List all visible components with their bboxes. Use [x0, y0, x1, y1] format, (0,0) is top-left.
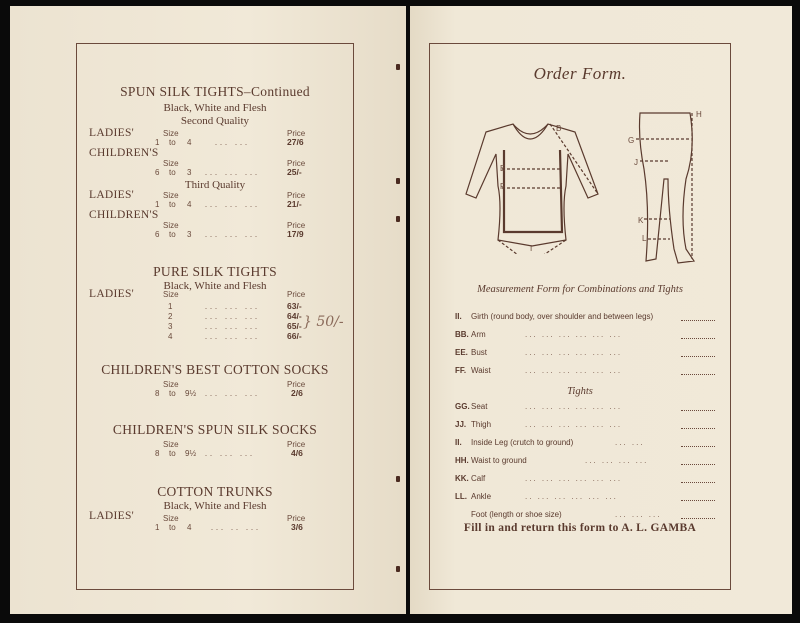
measure-entry-line[interactable] [681, 320, 715, 321]
measure-label: Arm [471, 330, 486, 339]
price-value: 17/9 [287, 229, 304, 239]
measure-label: Inside Leg (crutch to ground) [471, 438, 574, 447]
size-end: 3 [187, 230, 192, 239]
figure-label-j: J [634, 158, 638, 167]
measure-row-seat [455, 402, 715, 414]
price-header: Price [287, 514, 306, 523]
measure-entry-line[interactable] [681, 428, 715, 429]
size-end: 4 [187, 138, 192, 147]
size-to: to [169, 230, 176, 239]
figure-label-i: I [530, 244, 533, 253]
measure-row-waist [455, 366, 715, 378]
leader-dots: ... ... ... ... ... ... [525, 420, 623, 429]
measure-code: II. [455, 438, 462, 447]
figure-label-l: L [642, 234, 647, 243]
spun-ladies-label-2: LADIES' [89, 189, 135, 201]
measure-label: Calf [471, 474, 486, 483]
size-header: Size [163, 290, 179, 299]
price-header: Price [287, 290, 306, 299]
size-header: Size [163, 380, 179, 389]
size-header: Size [163, 159, 179, 168]
silk-socks-title: CHILDREN'S SPUN SILK SOCKS [112, 422, 318, 437]
leader-dots: ... ... ... [205, 312, 260, 321]
leader-dots: ... ... ... ... [585, 456, 649, 465]
measure-row-foot [455, 510, 715, 522]
leader-dots: ... ... ... [205, 322, 260, 331]
left-page-frame [76, 43, 354, 590]
leader-dots: ... ... ... ... ... ... [525, 330, 623, 339]
measure-entry-line[interactable] [681, 356, 715, 357]
size-from: 1 [155, 200, 160, 209]
spun-silk-title: SPUN SILK TIGHTS–Continued [120, 84, 310, 99]
price-value: 27/6 [287, 137, 304, 147]
binding-staple [396, 476, 400, 482]
measure-label: Seat [471, 402, 488, 411]
size-from: 1 [155, 523, 160, 532]
price-value: 64/- [287, 311, 302, 321]
combination-garment-figure [458, 114, 608, 254]
size-end: 4 [187, 523, 192, 532]
spun-ladies-label-1: LADIES' [89, 127, 135, 139]
cotton-socks-title: CHILDREN'S BEST COTTON SOCKS [101, 362, 329, 377]
spun-colors: Black, White and Flesh [163, 102, 267, 114]
leader-dots: ... ... ... ... ... ... [525, 402, 623, 411]
pure-silk-title: PURE SILK TIGHTS [153, 264, 277, 279]
size-end: 9½ [185, 389, 197, 398]
size-value: 3 [168, 322, 173, 331]
measure-entry-line[interactable] [681, 518, 715, 519]
leader-dots: .. ... ... ... ... ... [525, 492, 618, 501]
measure-entry-line[interactable] [681, 500, 715, 501]
spun-third-quality: Third Quality [184, 179, 246, 191]
size-to: to [169, 168, 176, 177]
price-value: 4/6 [291, 448, 303, 458]
spun-childrens-label-2: CHILDREN'S [89, 209, 159, 221]
right-page [410, 6, 792, 614]
measure-row-calf [455, 474, 715, 486]
leader-dots: ... ... ... [205, 168, 260, 177]
price-value: 66/- [287, 331, 302, 341]
size-value: 1 [168, 302, 173, 311]
measure-row-bust [455, 348, 715, 360]
measure-code: LL. [455, 492, 467, 501]
measure-row-inside-leg [455, 438, 715, 450]
leader-dots: ... ... [215, 138, 250, 147]
measure-entry-line[interactable] [681, 482, 715, 483]
size-value: 2 [168, 312, 173, 321]
size-from: 1 [155, 138, 160, 147]
measure-code: EE. [455, 348, 468, 357]
right-page-frame [429, 43, 731, 590]
return-instruction: Fill in and return this form to A. L. GAMBA [463, 522, 697, 534]
measure-row-thigh [455, 420, 715, 432]
measure-entry-line[interactable] [681, 338, 715, 339]
trunks-ladies-label: LADIES' [89, 510, 135, 522]
price-header: Price [287, 440, 306, 449]
leader-dots: ... ... ... [205, 389, 260, 398]
size-header: Size [163, 440, 179, 449]
size-header: Size [163, 221, 179, 230]
measure-code: JJ. [455, 420, 467, 429]
price-header: Price [287, 129, 306, 138]
measure-entry-line[interactable] [681, 410, 715, 411]
price-value: 21/- [287, 199, 302, 209]
price-header: Price [287, 159, 306, 168]
price-header: Price [287, 191, 306, 200]
figure-label-b: B [556, 124, 562, 133]
price-value: 25/- [287, 167, 302, 177]
price-header: Price [287, 380, 306, 389]
trunks-colors: Black, White and Flesh [163, 500, 267, 512]
figure-label-k: K [638, 216, 644, 225]
price-header: Price [287, 221, 306, 230]
measurement-heading: Measurement Form for Combinations and Tights [477, 284, 683, 295]
handwritten-annotation: } 50/- [303, 314, 344, 330]
binding-staple [396, 216, 400, 222]
measure-entry-line[interactable] [681, 446, 715, 447]
measure-entry-line[interactable] [681, 464, 715, 465]
price-value: 3/6 [291, 522, 303, 532]
binding-staple [396, 566, 400, 572]
leader-dots: ... ... ... ... ... ... [525, 366, 623, 375]
size-to: to [169, 523, 176, 532]
price-value: 2/6 [291, 388, 303, 398]
measure-row-waist-to-ground [455, 456, 715, 468]
leader-dots: ... ... [615, 438, 645, 447]
measure-code: GG. [455, 402, 470, 411]
cotton-trunks-title: COTTON TRUNKS [157, 484, 273, 499]
measure-code: KK. [455, 474, 469, 483]
leader-dots: ... ... ... ... ... ... [525, 474, 623, 483]
left-page [10, 6, 406, 614]
binding-staple [396, 178, 400, 184]
measure-label: Waist [471, 366, 491, 375]
measure-label: Bust [471, 348, 488, 357]
measure-code: FF. [455, 366, 467, 375]
size-to: to [169, 138, 176, 147]
size-to: to [169, 449, 176, 458]
leader-dots: ... .. ... [211, 523, 261, 532]
measure-code: BB. [455, 330, 469, 339]
figure-label-f: F [500, 182, 505, 191]
figure-label-h: H [696, 110, 702, 119]
leader-dots: ... ... ... [615, 510, 662, 519]
measure-label: Ankle [471, 492, 492, 501]
leader-dots: ... ... ... [205, 302, 260, 311]
size-to: to [169, 200, 176, 209]
spun-childrens-label-1: CHILDREN'S [89, 147, 159, 159]
leader-dots: ... ... ... [205, 332, 260, 341]
tights-heading: Tights [567, 386, 593, 397]
size-header: Size [163, 129, 179, 138]
price-value: 63/- [287, 301, 302, 311]
size-header: Size [163, 514, 179, 523]
measure-row-girth [455, 312, 715, 324]
leader-dots: ... ... ... [205, 200, 260, 209]
size-from: 8 [155, 449, 160, 458]
spun-second-quality: Second Quality [180, 115, 250, 127]
leader-dots: .. ... ... [205, 449, 255, 458]
measure-label: Girth (round body, over shoulder and between legs) [471, 312, 654, 321]
figure-label-e: E [500, 164, 506, 173]
size-end: 4 [187, 200, 192, 209]
pure-colors: Black, White and Flesh [163, 280, 267, 292]
size-from: 6 [155, 230, 160, 239]
measure-code: II. [455, 312, 462, 321]
order-form-title: Order Form. [533, 64, 627, 83]
measure-label: Foot (length or shoe size) [471, 510, 562, 519]
measure-entry-line[interactable] [681, 374, 715, 375]
size-end: 3 [187, 168, 192, 177]
size-header: Size [163, 191, 179, 200]
size-end: 9½ [185, 449, 197, 458]
size-value: 4 [168, 332, 173, 341]
measure-label: Waist to ground [471, 456, 527, 465]
binding-staple [396, 64, 400, 70]
measure-row-arm [455, 330, 715, 342]
measure-label: Thigh [471, 420, 492, 429]
measure-code: HH. [455, 456, 469, 465]
size-to: to [169, 389, 176, 398]
leader-dots: ... ... ... ... ... ... [525, 348, 623, 357]
size-from: 8 [155, 389, 160, 398]
leader-dots: ... ... ... [205, 230, 260, 239]
price-value: 65/- [287, 321, 302, 331]
pure-ladies-label: LADIES' [89, 288, 135, 300]
figure-label-g: G [628, 136, 635, 145]
tights-figure [630, 109, 710, 269]
size-from: 6 [155, 168, 160, 177]
measure-row-ankle [455, 492, 715, 504]
